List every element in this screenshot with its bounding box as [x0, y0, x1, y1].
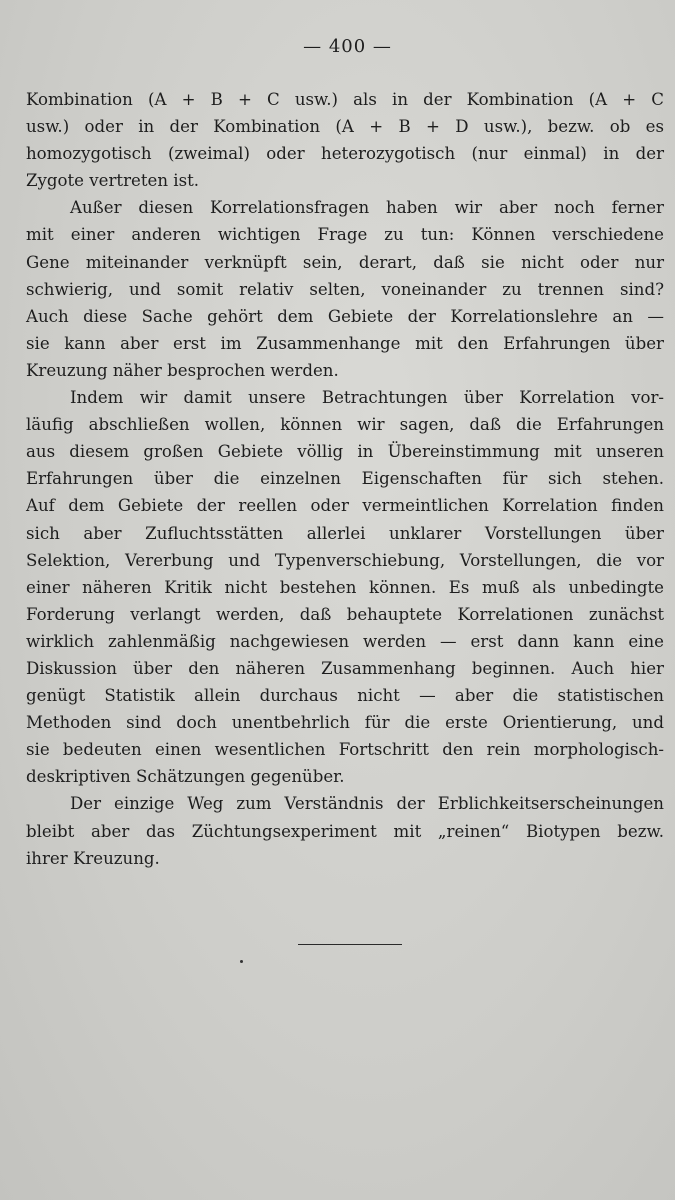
text-line: Zygote vertreten ist.: [26, 171, 200, 191]
print-speck: [240, 960, 243, 963]
text-line: Der einzige Weg zum Verständnis der Erblichkeitserscheinungen: [70, 794, 664, 814]
text-line: Selektion, Vererbung und Typenverschiebung, Vorstellungen, die vor: [26, 550, 664, 570]
paragraph-1: [26, 86, 664, 194]
page-number: — 400 —: [303, 36, 392, 57]
text-line: Forderung verlangt werden, daß behauptete Korrelationen zunächst: [26, 604, 664, 624]
text-line: genügt Statistik allein durchaus nicht — aber die statistischen: [26, 686, 664, 706]
text-line: wirklich zahlenmäßig nachgewiesen werden — erst dann kann eine: [26, 631, 664, 651]
text-line: Auch diese Sache gehört dem Gebiete der Korrelationslehre an —: [26, 306, 664, 326]
text-line: einer näheren Kritik nicht bestehen können. Es muß als unbedingte: [26, 577, 664, 597]
text-line: Indem wir damit unsere Betrachtungen über Korrelation vor-: [70, 388, 664, 408]
text-line: Diskussion über den näheren Zusammenhang beginnen. Auch hier: [26, 658, 664, 678]
text-line: deskriptiven Schätzungen gegenüber.: [26, 767, 345, 787]
text-line: aus diesem großen Gebiete völlig in Übereinstimmung mit unseren: [26, 442, 664, 462]
paragraph-3: [26, 384, 664, 790]
text-line: sie kann aber erst im Zusammenhange mit den Erfahrungen über: [26, 333, 664, 353]
text-line: schwierig, und somit relativ selten, voneinander zu trennen sind?: [26, 279, 664, 299]
text-line: sich aber Zufluchtsstätten allerlei unklarer Vorstellungen über: [26, 523, 664, 543]
text-line: Kreuzung näher besprochen werden.: [26, 360, 339, 380]
section-end-rule: [298, 944, 402, 945]
text-line: bleibt aber das Züchtungsexperiment mit „reinen“ Biotypen bezw.: [26, 821, 664, 841]
text-line: Erfahrungen über die einzelnen Eigenschaften für sich stehen.: [26, 469, 664, 489]
text-line: läufig abschließen wollen, können wir sagen, daß die Erfahrungen: [26, 415, 664, 435]
text-line: sie bedeuten einen wesentlichen Fortschritt den rein morphologisch-: [26, 740, 664, 760]
text-line: Auf dem Gebiete der reellen oder vermeintlichen Korrelation finden: [26, 496, 664, 516]
text-line: Außer diesen Korrelationsfragen haben wir aber noch ferner: [70, 198, 664, 218]
text-line: ihrer Kreuzung.: [26, 848, 160, 868]
paragraph-4: [26, 790, 664, 871]
body-text: [26, 86, 664, 872]
text-line: homozygotisch (zweimal) oder heterozygotisch (nur einmal) in der: [26, 144, 664, 164]
text-line: usw.) oder in der Kombination (A + B + D usw.), bezw. ob es: [26, 117, 664, 137]
text-line: Gene miteinander verknüpft sein, derart, daß sie nicht oder nur: [26, 252, 664, 272]
text-line: Methoden sind doch unentbehrlich für die erste Orientierung, und: [26, 713, 664, 733]
text-line: Kombination (A + B + C usw.) als in der Kombination (A + C: [26, 90, 664, 109]
text-line: mit einer anderen wichtigen Frage zu tun: Können verschiedene: [26, 225, 664, 245]
paragraph-2: [26, 194, 664, 384]
